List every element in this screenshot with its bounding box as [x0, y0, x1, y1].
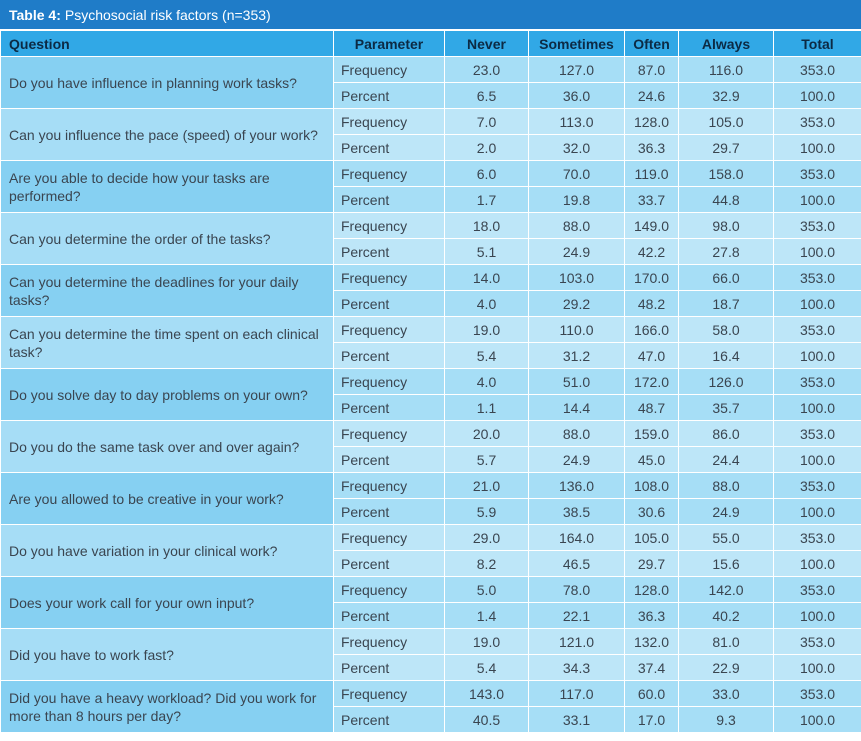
frequency-always-cell: 66.0 [679, 265, 774, 291]
parameter-cell: Percent [334, 343, 445, 369]
parameter-cell: Percent [334, 499, 445, 525]
percent-sometimes-cell: 24.9 [529, 239, 625, 265]
parameter-cell: Frequency [334, 473, 445, 499]
table-row-frequency [1, 681, 861, 707]
frequency-sometimes-cell: 117.0 [529, 681, 625, 707]
question-cell: Can you determine the order of the tasks? [1, 213, 334, 265]
frequency-never-cell: 5.0 [445, 577, 529, 603]
frequency-total-cell: 353.0 [774, 57, 861, 83]
frequency-sometimes-cell: 78.0 [529, 577, 625, 603]
parameter-cell: Percent [334, 291, 445, 317]
frequency-never-cell: 20.0 [445, 421, 529, 447]
percent-total-cell: 100.0 [774, 447, 861, 473]
percent-sometimes-cell: 19.8 [529, 187, 625, 213]
frequency-often-cell: 132.0 [625, 629, 679, 655]
percent-often-cell: 17.0 [625, 707, 679, 733]
frequency-often-cell: 166.0 [625, 317, 679, 343]
percent-never-cell: 1.4 [445, 603, 529, 629]
frequency-always-cell: 88.0 [679, 473, 774, 499]
percent-often-cell: 30.6 [625, 499, 679, 525]
percent-never-cell: 40.5 [445, 707, 529, 733]
frequency-total-cell: 353.0 [774, 265, 861, 291]
percent-never-cell: 4.0 [445, 291, 529, 317]
percent-total-cell: 100.0 [774, 135, 861, 161]
percent-total-cell: 100.0 [774, 83, 861, 109]
frequency-never-cell: 18.0 [445, 213, 529, 239]
frequency-never-cell: 6.0 [445, 161, 529, 187]
parameter-cell: Frequency [334, 369, 445, 395]
percent-sometimes-cell: 33.1 [529, 707, 625, 733]
percent-sometimes-cell: 29.2 [529, 291, 625, 317]
percent-sometimes-cell: 36.0 [529, 83, 625, 109]
frequency-sometimes-cell: 51.0 [529, 369, 625, 395]
frequency-sometimes-cell: 136.0 [529, 473, 625, 499]
percent-always-cell: 16.4 [679, 343, 774, 369]
question-cell: Are you able to decide how your tasks are performed? [1, 161, 334, 213]
percent-always-cell: 44.8 [679, 187, 774, 213]
frequency-always-cell: 105.0 [679, 109, 774, 135]
percent-total-cell: 100.0 [774, 499, 861, 525]
frequency-sometimes-cell: 121.0 [529, 629, 625, 655]
parameter-cell: Frequency [334, 681, 445, 707]
percent-sometimes-cell: 24.9 [529, 447, 625, 473]
parameter-cell: Frequency [334, 265, 445, 291]
table-label: Table 4: [9, 6, 61, 23]
frequency-often-cell: 108.0 [625, 473, 679, 499]
frequency-always-cell: 98.0 [679, 213, 774, 239]
frequency-always-cell: 33.0 [679, 681, 774, 707]
frequency-often-cell: 149.0 [625, 213, 679, 239]
frequency-sometimes-cell: 88.0 [529, 421, 625, 447]
table-row-frequency [1, 473, 861, 499]
question-cell: Can you influence the pace (speed) of your work? [1, 109, 334, 161]
frequency-always-cell: 142.0 [679, 577, 774, 603]
percent-often-cell: 48.7 [625, 395, 679, 421]
percent-often-cell: 42.2 [625, 239, 679, 265]
frequency-never-cell: 143.0 [445, 681, 529, 707]
parameter-cell: Percent [334, 655, 445, 681]
frequency-total-cell: 353.0 [774, 109, 861, 135]
frequency-sometimes-cell: 164.0 [529, 525, 625, 551]
table-row-frequency [1, 161, 861, 187]
percent-often-cell: 47.0 [625, 343, 679, 369]
parameter-cell: Percent [334, 551, 445, 577]
percent-total-cell: 100.0 [774, 655, 861, 681]
frequency-always-cell: 86.0 [679, 421, 774, 447]
parameter-cell: Frequency [334, 629, 445, 655]
header-parameter: Parameter [334, 31, 445, 57]
percent-often-cell: 24.6 [625, 83, 679, 109]
frequency-total-cell: 353.0 [774, 161, 861, 187]
frequency-always-cell: 55.0 [679, 525, 774, 551]
header-always: Always [679, 31, 774, 57]
percent-never-cell: 5.4 [445, 655, 529, 681]
question-cell: Did you have a heavy workload? Did you work for more than 8 hours per day? [1, 681, 334, 733]
table-row-frequency [1, 525, 861, 551]
frequency-never-cell: 29.0 [445, 525, 529, 551]
table-row-frequency [1, 213, 861, 239]
table-row-frequency [1, 421, 861, 447]
percent-always-cell: 35.7 [679, 395, 774, 421]
table-title [0, 0, 861, 30]
percent-always-cell: 15.6 [679, 551, 774, 577]
percent-never-cell: 5.1 [445, 239, 529, 265]
percent-total-cell: 100.0 [774, 187, 861, 213]
percent-total-cell: 100.0 [774, 343, 861, 369]
frequency-total-cell: 353.0 [774, 473, 861, 499]
percent-sometimes-cell: 14.4 [529, 395, 625, 421]
percent-total-cell: 100.0 [774, 551, 861, 577]
frequency-sometimes-cell: 110.0 [529, 317, 625, 343]
table-body [1, 57, 861, 733]
percent-never-cell: 8.2 [445, 551, 529, 577]
frequency-often-cell: 170.0 [625, 265, 679, 291]
frequency-often-cell: 159.0 [625, 421, 679, 447]
parameter-cell: Frequency [334, 525, 445, 551]
frequency-always-cell: 81.0 [679, 629, 774, 655]
frequency-often-cell: 172.0 [625, 369, 679, 395]
frequency-always-cell: 116.0 [679, 57, 774, 83]
question-cell: Are you allowed to be creative in your work? [1, 473, 334, 525]
percent-often-cell: 33.7 [625, 187, 679, 213]
percent-always-cell: 24.9 [679, 499, 774, 525]
frequency-never-cell: 7.0 [445, 109, 529, 135]
percent-never-cell: 5.7 [445, 447, 529, 473]
parameter-cell: Frequency [334, 57, 445, 83]
percent-often-cell: 37.4 [625, 655, 679, 681]
percent-often-cell: 36.3 [625, 135, 679, 161]
percent-never-cell: 2.0 [445, 135, 529, 161]
frequency-total-cell: 353.0 [774, 525, 861, 551]
percent-always-cell: 29.7 [679, 135, 774, 161]
frequency-total-cell: 353.0 [774, 577, 861, 603]
header-sometimes: Sometimes [529, 31, 625, 57]
parameter-cell: Percent [334, 83, 445, 109]
parameter-cell: Percent [334, 603, 445, 629]
percent-often-cell: 48.2 [625, 291, 679, 317]
percent-sometimes-cell: 38.5 [529, 499, 625, 525]
percent-total-cell: 100.0 [774, 707, 861, 733]
frequency-sometimes-cell: 113.0 [529, 109, 625, 135]
percent-often-cell: 45.0 [625, 447, 679, 473]
percent-always-cell: 9.3 [679, 707, 774, 733]
percent-sometimes-cell: 32.0 [529, 135, 625, 161]
table-row-frequency [1, 109, 861, 135]
frequency-sometimes-cell: 70.0 [529, 161, 625, 187]
percent-sometimes-cell: 22.1 [529, 603, 625, 629]
percent-total-cell: 100.0 [774, 239, 861, 265]
parameter-cell: Frequency [334, 577, 445, 603]
percent-always-cell: 27.8 [679, 239, 774, 265]
parameter-cell: Percent [334, 395, 445, 421]
question-cell: Do you have influence in planning work tasks? [1, 57, 334, 109]
table-row-frequency [1, 629, 861, 655]
frequency-always-cell: 126.0 [679, 369, 774, 395]
frequency-sometimes-cell: 127.0 [529, 57, 625, 83]
parameter-cell: Frequency [334, 109, 445, 135]
question-cell: Do you have variation in your clinical work? [1, 525, 334, 577]
frequency-total-cell: 353.0 [774, 369, 861, 395]
percent-never-cell: 1.7 [445, 187, 529, 213]
question-cell: Do you do the same task over and over again? [1, 421, 334, 473]
frequency-never-cell: 21.0 [445, 473, 529, 499]
percent-total-cell: 100.0 [774, 603, 861, 629]
frequency-often-cell: 128.0 [625, 577, 679, 603]
frequency-often-cell: 87.0 [625, 57, 679, 83]
frequency-always-cell: 158.0 [679, 161, 774, 187]
table-row-frequency [1, 577, 861, 603]
table-row-frequency [1, 369, 861, 395]
header-total: Total [774, 31, 861, 57]
parameter-cell: Frequency [334, 421, 445, 447]
question-cell: Can you determine the time spent on each clinical task? [1, 317, 334, 369]
parameter-cell: Percent [334, 447, 445, 473]
question-cell: Can you determine the deadlines for your daily tasks? [1, 265, 334, 317]
parameter-cell: Frequency [334, 317, 445, 343]
table-caption: Psychosocial risk factors (n=353) [64, 6, 271, 23]
frequency-sometimes-cell: 103.0 [529, 265, 625, 291]
parameter-cell: Percent [334, 707, 445, 733]
frequency-always-cell: 58.0 [679, 317, 774, 343]
frequency-never-cell: 23.0 [445, 57, 529, 83]
header-never: Never [445, 31, 529, 57]
percent-never-cell: 5.4 [445, 343, 529, 369]
frequency-often-cell: 128.0 [625, 109, 679, 135]
frequency-total-cell: 353.0 [774, 213, 861, 239]
frequency-often-cell: 105.0 [625, 525, 679, 551]
percent-always-cell: 32.9 [679, 83, 774, 109]
header-question: Question [1, 31, 334, 57]
frequency-total-cell: 353.0 [774, 421, 861, 447]
percent-sometimes-cell: 31.2 [529, 343, 625, 369]
question-cell: Do you solve day to day problems on your own? [1, 369, 334, 421]
percent-sometimes-cell: 34.3 [529, 655, 625, 681]
frequency-never-cell: 19.0 [445, 629, 529, 655]
frequency-often-cell: 119.0 [625, 161, 679, 187]
frequency-never-cell: 19.0 [445, 317, 529, 343]
frequency-never-cell: 14.0 [445, 265, 529, 291]
percent-never-cell: 1.1 [445, 395, 529, 421]
psychosocial-risk-table [0, 30, 861, 733]
parameter-cell: Frequency [334, 213, 445, 239]
table-row-frequency [1, 317, 861, 343]
percent-sometimes-cell: 46.5 [529, 551, 625, 577]
percent-never-cell: 6.5 [445, 83, 529, 109]
frequency-total-cell: 353.0 [774, 317, 861, 343]
header-row [1, 31, 861, 57]
percent-always-cell: 24.4 [679, 447, 774, 473]
percent-often-cell: 29.7 [625, 551, 679, 577]
frequency-total-cell: 353.0 [774, 681, 861, 707]
percent-often-cell: 36.3 [625, 603, 679, 629]
table-row-frequency [1, 57, 861, 83]
header-often: Often [625, 31, 679, 57]
parameter-cell: Percent [334, 187, 445, 213]
frequency-often-cell: 60.0 [625, 681, 679, 707]
percent-always-cell: 18.7 [679, 291, 774, 317]
parameter-cell: Percent [334, 239, 445, 265]
percent-always-cell: 40.2 [679, 603, 774, 629]
frequency-never-cell: 4.0 [445, 369, 529, 395]
question-cell: Does your work call for your own input? [1, 577, 334, 629]
percent-always-cell: 22.9 [679, 655, 774, 681]
parameter-cell: Percent [334, 135, 445, 161]
percent-total-cell: 100.0 [774, 395, 861, 421]
percent-never-cell: 5.9 [445, 499, 529, 525]
table-row-frequency [1, 265, 861, 291]
percent-total-cell: 100.0 [774, 291, 861, 317]
parameter-cell: Frequency [334, 161, 445, 187]
frequency-sometimes-cell: 88.0 [529, 213, 625, 239]
frequency-total-cell: 353.0 [774, 629, 861, 655]
question-cell: Did you have to work fast? [1, 629, 334, 681]
